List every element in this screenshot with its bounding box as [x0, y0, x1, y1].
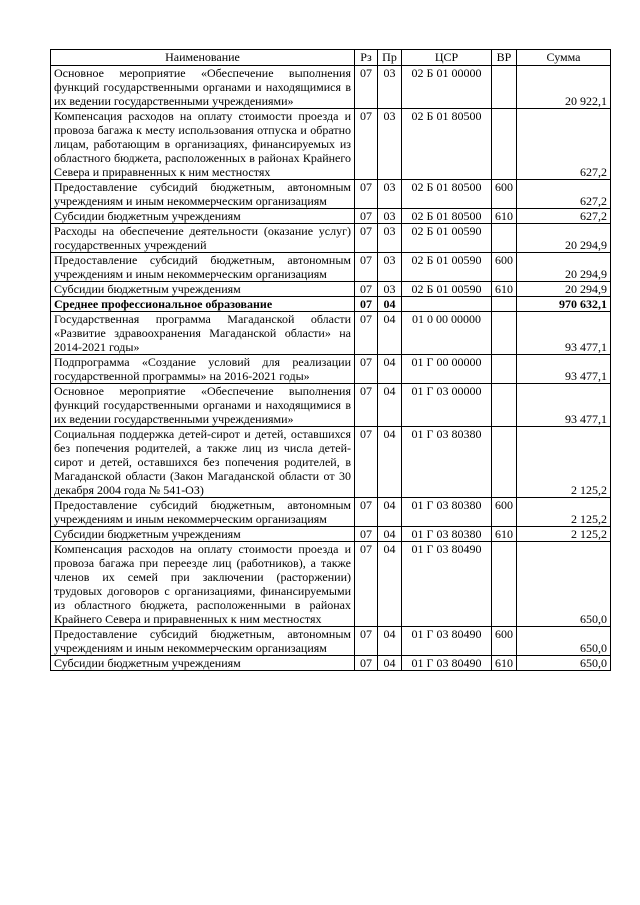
cell-sum: 93 477,1: [517, 312, 611, 355]
cell-name: Основное мероприятие «Обеспечение выполнения функций государственными органами и находящимися в их ведении государственными учреждениями»: [51, 66, 355, 109]
cell-pr: 03: [378, 66, 402, 109]
cell-name: Подпрограмма «Создание условий для реализации государственной программы» на 2016-2021 годы»: [51, 355, 355, 384]
cell-rz: 07: [355, 253, 378, 282]
cell-rz: 07: [355, 224, 378, 253]
cell-csr: 01 Г 03 80380: [402, 498, 492, 527]
cell-name: Субсидии бюджетным учреждениям: [51, 282, 355, 297]
cell-sum: 93 477,1: [517, 355, 611, 384]
cell-csr: 01 Г 03 80380: [402, 527, 492, 542]
cell-rz: 07: [355, 656, 378, 671]
cell-vr: 610: [492, 656, 517, 671]
cell-vr: 610: [492, 282, 517, 297]
cell-sum: 650,0: [517, 627, 611, 656]
cell-vr: 610: [492, 527, 517, 542]
cell-vr: 600: [492, 253, 517, 282]
cell-name: Основное мероприятие «Обеспечение выполнения функций государственными органами и находящимися в их ведении государственными учреждениями»: [51, 384, 355, 427]
cell-pr: 04: [378, 384, 402, 427]
cell-pr: 03: [378, 209, 402, 224]
cell-vr: [492, 312, 517, 355]
cell-pr: 04: [378, 427, 402, 498]
table-row: [51, 498, 611, 527]
cell-name: Предоставление субсидий бюджетным, автономным учреждениям и иным некоммерческим организациям: [51, 253, 355, 282]
cell-csr: 01 Г 03 80490: [402, 627, 492, 656]
cell-csr: 01 Г 00 00000: [402, 355, 492, 384]
header-pr: Пр: [378, 50, 402, 66]
table-row: [51, 355, 611, 384]
cell-vr: [492, 427, 517, 498]
cell-csr: 02 Б 01 00000: [402, 66, 492, 109]
cell-vr: [492, 224, 517, 253]
table-row: [51, 312, 611, 355]
cell-rz: 07: [355, 282, 378, 297]
header-sum: Сумма: [517, 50, 611, 66]
cell-sum: 970 632,1: [517, 297, 611, 312]
cell-csr: 02 Б 01 00590: [402, 224, 492, 253]
cell-vr: 600: [492, 180, 517, 209]
cell-pr: 04: [378, 498, 402, 527]
cell-vr: [492, 542, 517, 627]
cell-rz: 07: [355, 180, 378, 209]
cell-sum: 20 294,9: [517, 253, 611, 282]
table-row: [51, 542, 611, 627]
table-row: [51, 109, 611, 180]
cell-pr: 04: [378, 297, 402, 312]
cell-csr: 02 Б 01 80500: [402, 209, 492, 224]
cell-pr: 03: [378, 224, 402, 253]
cell-vr: [492, 109, 517, 180]
cell-sum: 20 294,9: [517, 224, 611, 253]
table-row: [51, 253, 611, 282]
cell-csr: 01 Г 03 80490: [402, 656, 492, 671]
cell-rz: 07: [355, 498, 378, 527]
cell-pr: 04: [378, 355, 402, 384]
cell-vr: [492, 355, 517, 384]
cell-name: Среднее профессиональное образование: [51, 297, 355, 312]
table-row: [51, 180, 611, 209]
header-name: Наименование: [51, 50, 355, 66]
cell-rz: 07: [355, 527, 378, 542]
cell-rz: 07: [355, 209, 378, 224]
cell-name: Субсидии бюджетным учреждениям: [51, 527, 355, 542]
cell-rz: 07: [355, 312, 378, 355]
cell-sum: 650,0: [517, 656, 611, 671]
cell-pr: 03: [378, 282, 402, 297]
cell-csr: 01 Г 03 00000: [402, 384, 492, 427]
cell-pr: 04: [378, 627, 402, 656]
cell-name: Субсидии бюджетным учреждениям: [51, 656, 355, 671]
cell-pr: 04: [378, 542, 402, 627]
cell-rz: 07: [355, 355, 378, 384]
budget-table-page: [50, 49, 611, 671]
cell-vr: 600: [492, 627, 517, 656]
cell-csr: 01 0 00 00000: [402, 312, 492, 355]
cell-name: Государственная программа Магаданской области «Развитие здравоохранения Магаданской области» на 2014-2021 годы»: [51, 312, 355, 355]
table-row: [51, 627, 611, 656]
cell-name: Расходы на обеспечение деятельности (оказание услуг) государственных учреждений: [51, 224, 355, 253]
cell-sum: 93 477,1: [517, 384, 611, 427]
cell-rz: 07: [355, 297, 378, 312]
cell-name: Компенсация расходов на оплату стоимости проезда и провоза багажа к месту использования отпуска и обратно лицам, работающим в организациях, финансируемых из областного бюджета, расположенных в районах Крайнего Севера и приравненных к ним местностях: [51, 109, 355, 180]
cell-rz: 07: [355, 542, 378, 627]
table-row: [51, 282, 611, 297]
cell-rz: 07: [355, 384, 378, 427]
cell-csr: 02 Б 01 00590: [402, 282, 492, 297]
cell-rz: 07: [355, 627, 378, 656]
table-row: [51, 656, 611, 671]
cell-sum: 650,0: [517, 542, 611, 627]
cell-vr: 610: [492, 209, 517, 224]
cell-sum: 627,2: [517, 109, 611, 180]
budget-table: [50, 49, 611, 671]
cell-csr: 01 Г 03 80380: [402, 427, 492, 498]
cell-vr: 600: [492, 498, 517, 527]
cell-pr: 04: [378, 312, 402, 355]
cell-name: Субсидии бюджетным учреждениям: [51, 209, 355, 224]
cell-name: Компенсация расходов на оплату стоимости проезда и провоза багажа при переезде лиц (работников), а также членов их семей при заключении (расторжении) трудовых договоров с организациями, финансируемыми из областного бюджета, расположенными в районах Крайнего Севера и приравненных к ним местностях: [51, 542, 355, 627]
cell-csr: [402, 297, 492, 312]
cell-name: Социальная поддержка детей-сирот и детей, оставшихся без попечения родителей, а также лиц из числа детей-сирот и детей, оставшихся без попечения родителей, в Магаданской области (Закон Магаданской области от 30 декабря 2004 года № 541-ОЗ): [51, 427, 355, 498]
cell-name: Предоставление субсидий бюджетным, автономным учреждениям и иным некоммерческим организациям: [51, 180, 355, 209]
table-row: [51, 527, 611, 542]
cell-sum: 2 125,2: [517, 527, 611, 542]
table-row: [51, 209, 611, 224]
table-row: [51, 384, 611, 427]
cell-pr: 03: [378, 109, 402, 180]
cell-rz: 07: [355, 427, 378, 498]
table-row: [51, 66, 611, 109]
cell-sum: 627,2: [517, 180, 611, 209]
cell-pr: 03: [378, 253, 402, 282]
header-rz: Рз: [355, 50, 378, 66]
table-row: [51, 427, 611, 498]
cell-rz: 07: [355, 66, 378, 109]
cell-pr: 04: [378, 527, 402, 542]
cell-vr: [492, 384, 517, 427]
cell-vr: [492, 66, 517, 109]
cell-vr: [492, 297, 517, 312]
cell-csr: 02 Б 01 80500: [402, 109, 492, 180]
header-vr: ВР: [492, 50, 517, 66]
cell-sum: 20 922,1: [517, 66, 611, 109]
cell-sum: 2 125,2: [517, 498, 611, 527]
cell-sum: 20 294,9: [517, 282, 611, 297]
cell-rz: 07: [355, 109, 378, 180]
table-header-row: [51, 50, 611, 66]
table-body: [51, 66, 611, 671]
table-row: [51, 297, 611, 312]
cell-name: Предоставление субсидий бюджетным, автономным учреждениям и иным некоммерческим организациям: [51, 498, 355, 527]
cell-pr: 04: [378, 656, 402, 671]
cell-sum: 627,2: [517, 209, 611, 224]
cell-csr: 02 Б 01 80500: [402, 180, 492, 209]
cell-csr: 02 Б 01 00590: [402, 253, 492, 282]
cell-pr: 03: [378, 180, 402, 209]
cell-name: Предоставление субсидий бюджетным, автономным учреждениям и иным некоммерческим организациям: [51, 627, 355, 656]
cell-sum: 2 125,2: [517, 427, 611, 498]
header-csr: ЦСР: [402, 50, 492, 66]
table-row: [51, 224, 611, 253]
cell-csr: 01 Г 03 80490: [402, 542, 492, 627]
